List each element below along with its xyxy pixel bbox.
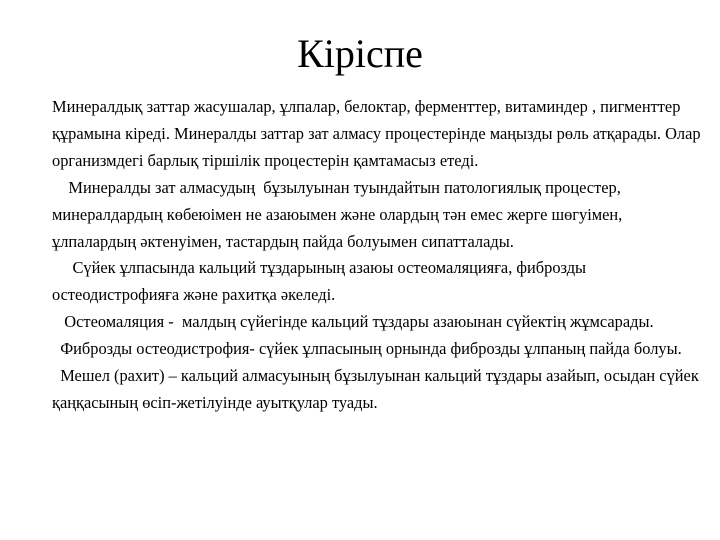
paragraph-metabolism-disorders: Минералды зат алмасудың бұзылуынан туындайтын патологиялық процестер, минералдардың көбеюімен не азаюымен және олардың тән емес жерге шөгуімен, ұлпалардың әктенуімен, тастардың пайда болуымен сипатталады. [52,177,627,251]
paragraph-osteomalacia: Остеомаляция - малдың сүйегінде кальций тұздары азаюынан сүйектің жұмсарады. [52,312,654,332]
paragraph-fibrous-osteodystrophy: Фиброзды остеодистрофия- сүйек ұлпасының орнында фиброзды ұлпаның пайда болуы. [52,339,682,359]
slide-body [52,94,705,417]
slide-title: Кіріспе [297,31,423,76]
paragraph-bone-calcium: Сүйек ұлпасында кальций тұздарының азаюы остеомаляцияға, фиброзды остеодистрофияға және рахитқа әкеледі. [52,258,591,305]
paragraph-intro: Минералдық заттар жасушалар, ұлпалар, белоктар, ферменттер, витаминдер , пигменттер құрамына кіреді. Минералды заттар зат алмасу процестерінде маңызды рөль атқарады. Олар организмдегі барлық тіршілік процестерін қамтамасыз етеді. [52,97,705,170]
paragraph-rickets: Мешел (рахит) – кальций алмасуының бұзылуынан кальций тұздары азайып, осыдан сүйек қаңқасының өсіп-жетілуінде ауытқулар туады. [52,366,703,412]
